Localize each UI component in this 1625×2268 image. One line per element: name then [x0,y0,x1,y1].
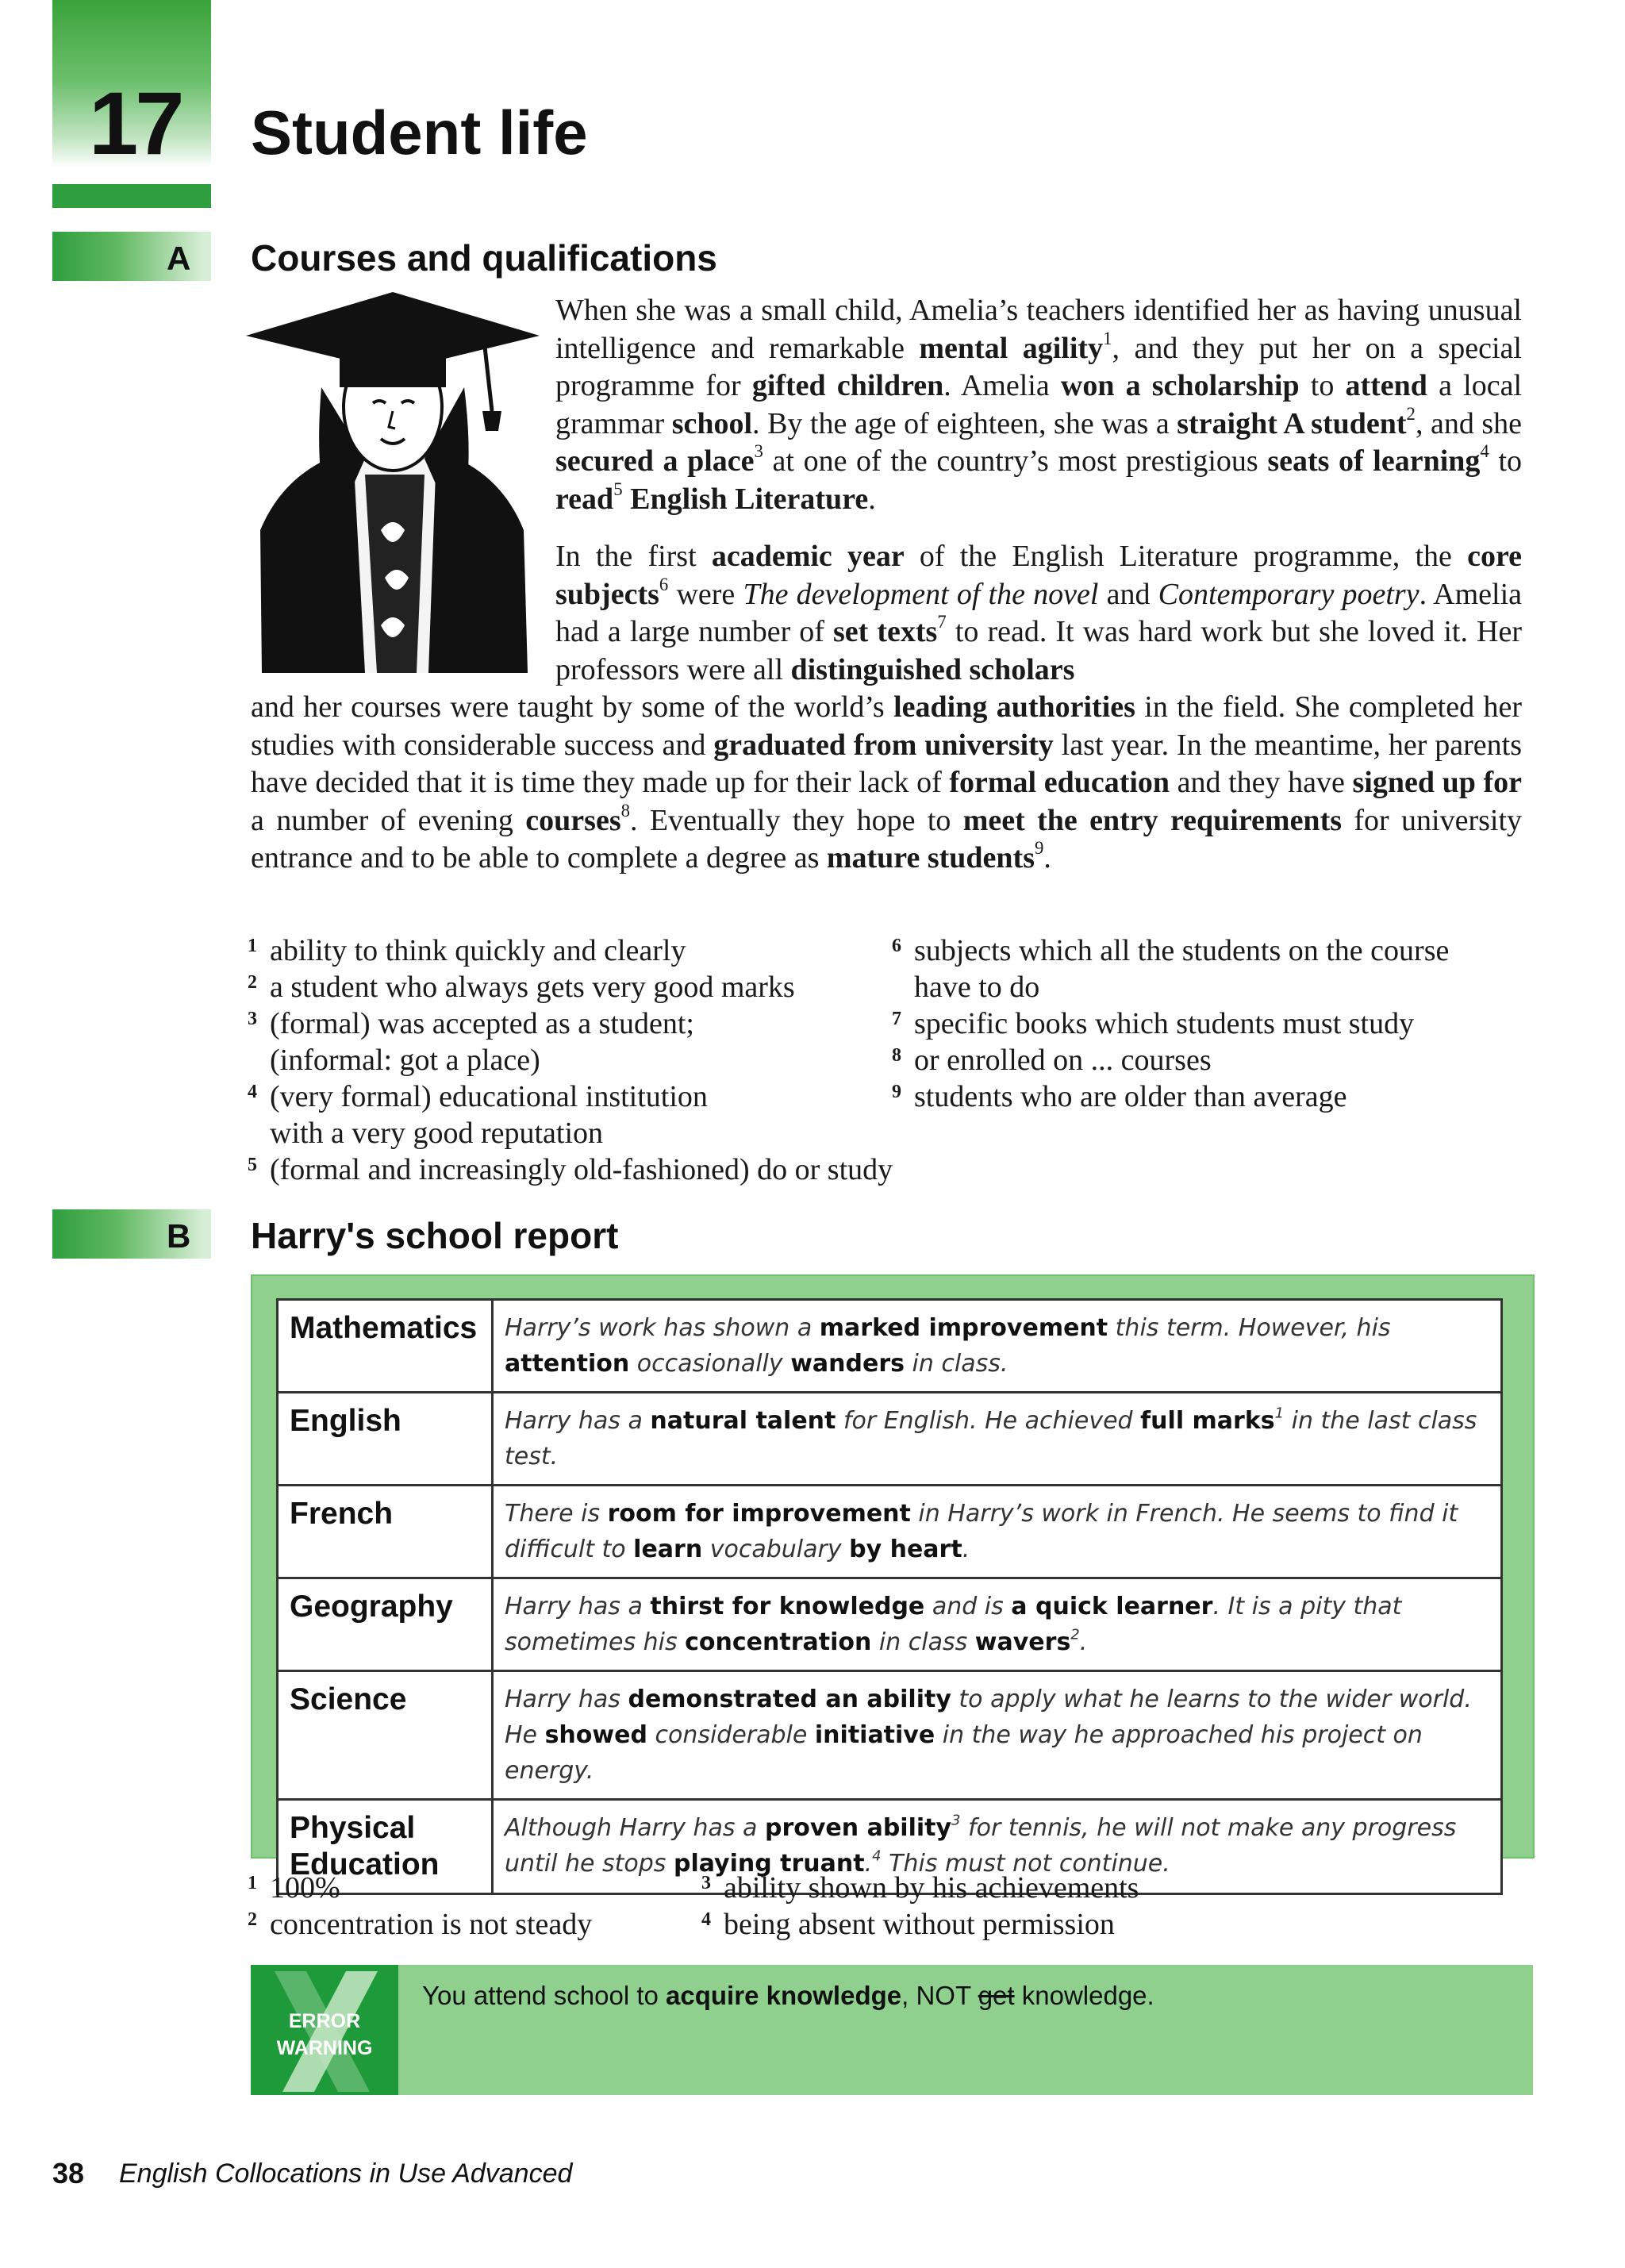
subject-cell: Physical Education [278,1800,493,1894]
subject-cell: English [278,1393,493,1486]
footnote-item: 2 a student who always gets very good marks [248,971,795,1004]
footnotes-b-left [246,1870,690,1943]
paragraph-amelia-1: When she was a small child, Amelia’s teachers identified her as having unusual intelligence and remarkable mental agility$^1$, and they put her on a special programme for gifted children. Amelia won a scholarship to attend a local grammar school. By the age of eighteen, she was a straight A student$^2$, and she secured a place$^3$ at one of the country’s most prestigious seats of learning$^4$ to read$^5$ English Literature. [555,294,1523,516]
comment-cell: Although Harry has a proven ability$^3$ for tennis, he will not make any progress until he stops playing truant.$^4$ This must not continue. [493,1800,1502,1894]
footnote-item: 5 (formal and increasingly old-fashioned) do or study [248,1153,893,1186]
footnote-item: 1 100% [248,1871,340,1905]
footnotes-a-right [890,932,1525,1115]
table-row [278,1300,1502,1393]
school-report-table [276,1298,1503,1895]
footnote-item: 3 ability shown by his achievements [701,1871,1139,1905]
subject-cell: Science [278,1671,493,1800]
unit-divider-bar [52,184,211,208]
error-warning-badge [251,1965,398,2095]
error-warning-label-1: ERROR [288,2010,361,2032]
footnote-item: 1 ability to think quickly and clearly [248,934,686,967]
footnotes-b-right [700,1870,1335,1943]
footnote-item: 8 or enrolled on ... courses [892,1044,1212,1077]
book-title: English Collocations in Use Advanced [119,2158,573,2189]
comment-cell: Harry’s work has shown a marked improvement this term. However, his attention occasionally wanders in class. [493,1300,1502,1393]
error-warning-text: You attend school to acquire knowledge, NOT get knowledge. [422,1981,1154,2010]
footnote-item: 6 subjects which all the students on the course [892,934,1450,967]
footnote-item: with a very good reputation [270,1117,604,1150]
footnote-item: (informal: got a place) [270,1044,540,1077]
unit-number: 17 [89,74,182,173]
unit-title: Student life [251,98,588,167]
table-row [278,1486,1502,1578]
section-b-letter: B [167,1217,191,1255]
footnote-item: have to do [914,971,1040,1004]
paragraph-amelia-2a: In the first academic year of the English Literature programme, the core subjects$^6$ were The development of the novel and Contemporary poetry. Amelia had a large number of set texts$^7$ to read. It was hard work but she loved it. Her professors were all distinguished scholars [555,540,1522,686]
comment-cell: Harry has a thirst for knowledge and is a quick learner. It is a pity that sometimes his concentration in class wavers$^2$. [493,1578,1502,1671]
subject-cell: Geography [278,1578,493,1671]
comment-cell: There is room for improvement in Harry’s work in French. He seems to find it difficult to learn vocabulary by heart. [493,1486,1502,1578]
table-row [278,1671,1502,1800]
table-row [278,1578,1502,1671]
section-a-title: Courses and qualifications [251,237,717,279]
table-row [278,1393,1502,1486]
graduate-portrait-illustration [246,292,540,673]
error-warning-label-2: WARNING [276,2037,373,2059]
comment-cell: Harry has demonstrated an ability to apply what he learns to the wider world. He showed considerable initiative in the way he approached his project on energy. [493,1671,1502,1800]
section-a-letter: A [167,240,191,277]
subject-cell: French [278,1486,493,1578]
footnote-item: 3 (formal) was accepted as a student; [248,1007,694,1040]
subject-cell: Mathematics [278,1300,493,1393]
footnote-item: 9 students who are older than average [892,1080,1347,1113]
footnotes-a-left [246,932,928,1188]
footnote-item: 4 (very formal) educational institution [248,1080,708,1113]
footnote-item: 2 concentration is not steady [248,1908,593,1941]
page-number: 38 [52,2157,85,2189]
comment-cell: Harry has a natural talent for English. He achieved full marks$^1$ in the last class test. [493,1393,1502,1486]
paragraph-amelia-2b: and her courses were taught by some of the world’s leading authorities in the field. She completed her studies with considerable success and graduated from university last year. In the meantime, her parents have decided that it is time they made up for their lack of formal education and they have signed up for a number of evening courses$^8$. Eventually they hope to meet the entry requirements for university entrance and to be able to complete a degree as mature students$^9$. [251,690,1523,875]
section-b-title: Harry's school report [251,1215,619,1256]
footnote-item: 4 being absent without permission [701,1908,1115,1941]
footnote-item: 7 specific books which students must study [892,1007,1415,1040]
